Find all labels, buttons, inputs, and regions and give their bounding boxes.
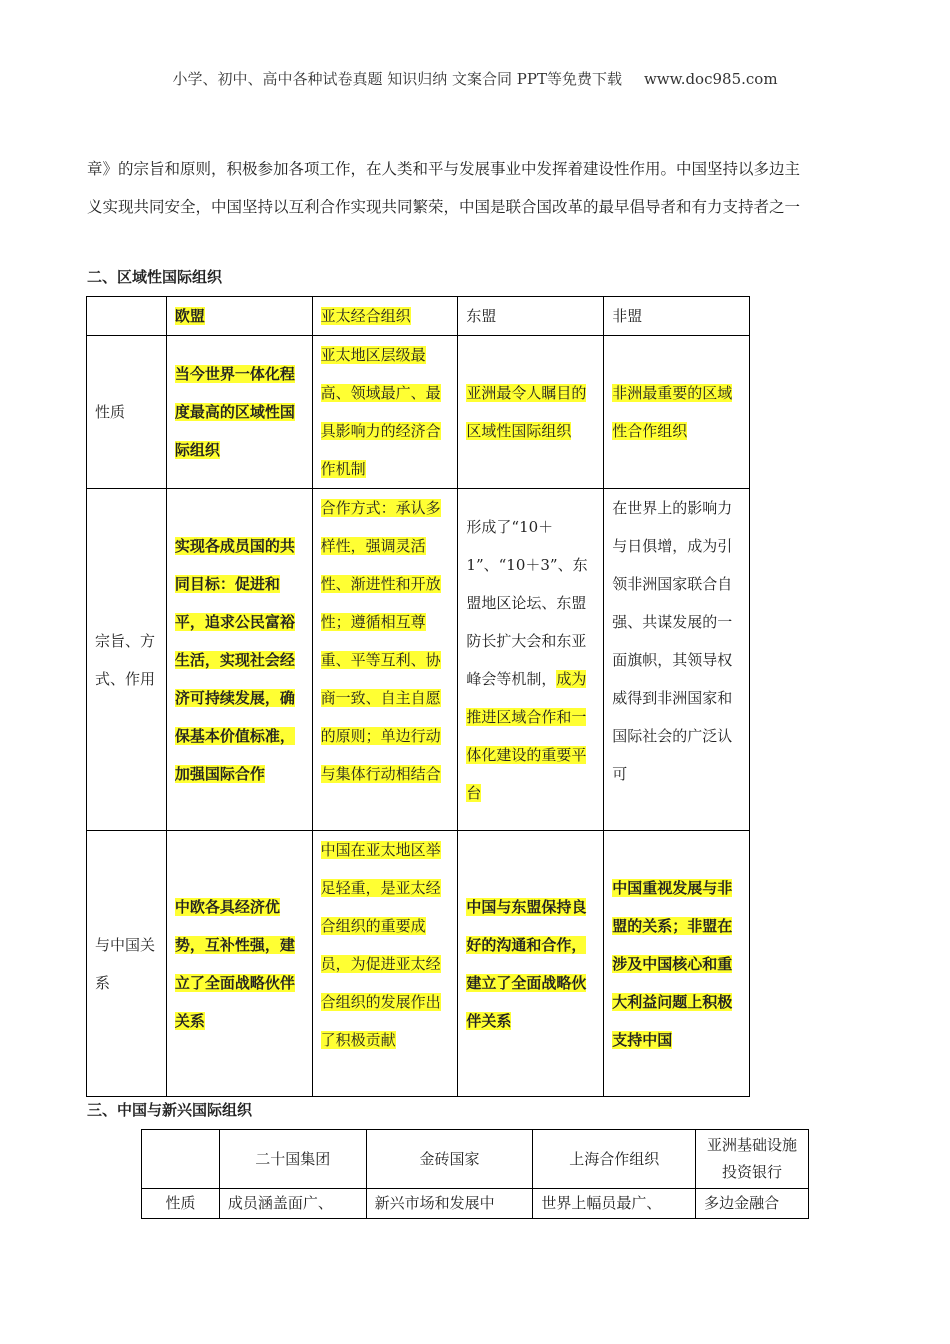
col-header-brics: 金砖国家 <box>366 1130 533 1189</box>
eu-nature-cell: 当今世界一体化程度最高的区域性国际组织 <box>166 336 312 489</box>
table-row <box>87 831 750 1097</box>
asean-purpose-cell: 形成了“10＋1”、“10＋3”、东盟地区论坛、东盟防长扩大会和东亚峰会等机制，成为推进区域合作和一体化建设的重要平台 <box>458 489 604 831</box>
aiib-nature-cell: 多边金融合 <box>696 1189 809 1219</box>
apec-nature-cell: 亚太地区层级最高、领域最广、最具影响力的经济合作机制 <box>312 336 458 489</box>
row-label-nature: 性质 <box>87 336 167 489</box>
header-url[interactable]: www.doc985.com <box>643 70 778 88</box>
col-header-eu: 欧盟 <box>166 297 312 336</box>
col-header-aiib: 亚洲基础设施投资银行 <box>696 1130 809 1189</box>
table-row <box>142 1189 809 1219</box>
asean-nature-cell: 亚洲最令人瞩目的区域性国际组织 <box>458 336 604 489</box>
section3-title: 三、中国与新兴国际组织 <box>87 1101 253 1119</box>
empty-corner-cell <box>142 1130 220 1189</box>
table-header-row <box>87 297 750 336</box>
col-header-apec: 亚太经合组织 <box>312 297 458 336</box>
table-row <box>87 336 750 489</box>
col-header-sco: 上海合作组织 <box>533 1130 696 1189</box>
au-china-cell: 中国重视发展与非盟的关系；非盟在涉及中国核心和重大利益问题上积极支持中国 <box>604 831 750 1097</box>
intro-line-2: 义实现共同安全，中国坚持以互利合作实现共同繁荣，中国是联合国改革的最早倡导者和有力支持者之一 <box>87 198 801 216</box>
g20-nature-cell: 成员涵盖面广、 <box>219 1189 366 1219</box>
page-header <box>0 68 950 89</box>
brics-nature-cell: 新兴市场和发展中 <box>366 1189 533 1219</box>
au-purpose-cell: 在世界上的影响力与日俱增，成为引领非洲国家联合自强、共谋发展的一面旗帜，其领导权威得到非洲国家和国际社会的广泛认可 <box>604 489 750 831</box>
eu-purpose-cell: 实现各成员国的共同目标：促进和平，追求公民富裕生活，实现社会经济可持续发展，确保基本价值标准，加强国际合作 <box>166 489 312 831</box>
apec-purpose-cell: 合作方式：承认多样性，强调灵活性、渐进性和开放性；遵循相互尊重、平等互利、协商一致、自主自愿的原则；单边行动与集体行动相结合 <box>312 489 458 831</box>
row-label-purpose: 宗旨、方式、作用 <box>87 489 167 831</box>
au-nature-cell: 非洲最重要的区域性合作组织 <box>604 336 750 489</box>
row-label-china-relation: 与中国关系 <box>87 831 167 1097</box>
asean-china-cell: 中国与东盟保持良好的沟通和合作，建立了全面战略伙伴关系 <box>458 831 604 1097</box>
emerging-org-table <box>141 1129 809 1219</box>
section2-title: 二、区域性国际组织 <box>87 268 223 286</box>
eu-china-cell: 中欧各具经济优势，互补性强，建立了全面战略伙伴关系 <box>166 831 312 1097</box>
intro-line-1: 章》的宗旨和原则，积极参加各项工作，在人类和平与发展事业中发挥着建设性作用。中国坚持以多边主 <box>87 160 801 178</box>
empty-corner-cell <box>87 297 167 336</box>
table-header-row <box>142 1130 809 1189</box>
table-row <box>87 489 750 831</box>
intro-paragraph <box>87 150 877 226</box>
sco-nature-cell: 世界上幅员最广、 <box>533 1189 696 1219</box>
apec-china-cell: 中国在亚太地区举足轻重，是亚太经合组织的重要成员，为促进亚太经合组织的发展作出了积极贡献 <box>312 831 458 1097</box>
header-text: 小学、初中、高中各种试卷真题 知识归纳 文案合同 PPT等免费下载 <box>172 70 622 88</box>
col-header-au: 非盟 <box>604 297 750 336</box>
col-header-g20: 二十国集团 <box>219 1130 366 1189</box>
col-header-asean: 东盟 <box>458 297 604 336</box>
row-label-nature: 性质 <box>142 1189 220 1219</box>
regional-org-table <box>86 296 750 1097</box>
